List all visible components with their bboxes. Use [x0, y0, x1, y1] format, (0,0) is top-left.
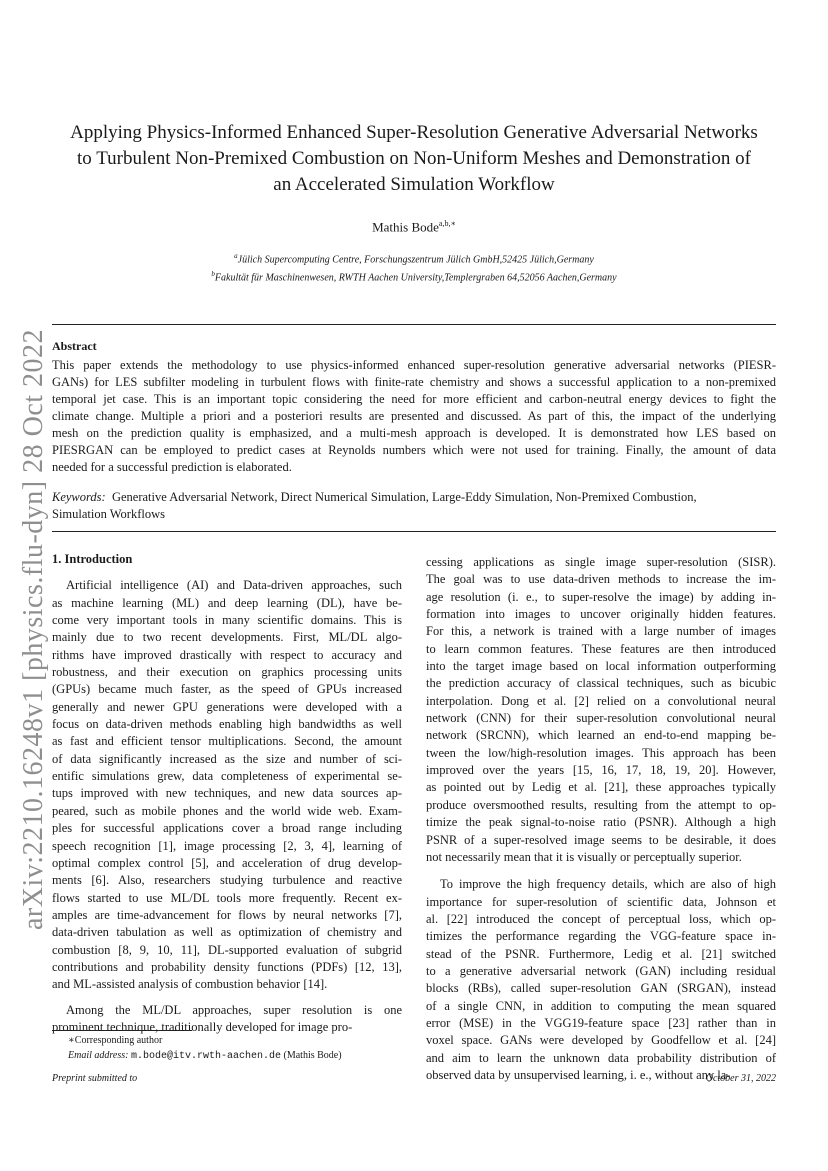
abstract-heading: Abstract: [52, 339, 97, 353]
right-column: [426, 554, 776, 1084]
left-column: [52, 551, 402, 1036]
text-line: (GPUs) became much faster, as the speed of GPUs increased: [52, 682, 402, 697]
text-line: Artificial intelligence (AI) and Data-driven approaches, such: [66, 578, 402, 593]
text-line: of data significantly increased as the size and number of sci-: [52, 751, 402, 766]
text-line: the prediction accuracy of classical techniques, such as bicubic: [426, 676, 776, 691]
affiliations: [0, 249, 828, 286]
text-line: come very important tools in many scientific domains. This is: [52, 613, 402, 628]
title-line: to Turbulent Non-Premixed Combustion on Non-Uniform Meshes and Demonstration of: [77, 148, 751, 169]
text-line: timizes the performance regarding the VGG-feature space in-: [426, 929, 776, 944]
intro-paragraph-3: [426, 554, 776, 866]
bottom-divider: [52, 531, 776, 532]
abstract-text: This paper extends the methodology to use physics-informed enhanced super-resolution generative adversarial networks (PIESR- GANs) for LES subfilter modeling in turbulent flows with finite-rate chemistry and shows a successful application to a non-premixed temporal jet case. This is an important topic considering the need for more efficient and carbon-neutral energy devices to fight the climate change. Multiple a priori and a posteriori results are presented and discussed. As part of this, the impact of the underlying mesh on the prediction quality is emphasized, and a multi-mesh approach is developed. It is demonstrated how LES based on PIESRGAN can be employed to predict cases at Reynolds numbers which were not used for training. Finally, the amount of data needed for a successful prediction is elaborated.: [52, 358, 776, 474]
text-line: into the target image based on local information outperforming: [426, 659, 776, 674]
text-line: age resolution (i. e., to super-resolve the image) by adding in-: [426, 589, 776, 604]
text-line: interpolation. Dong et al. [2] relied on a convolutional neural: [426, 693, 776, 708]
arxiv-sidebar-stamp: [14, 330, 54, 930]
text-line: not necessarily mean that it is visually or perceptually superior.: [426, 849, 742, 864]
text-line: For this, a network is trained with a large number of images: [426, 624, 776, 639]
text-line: mainly due to two recent developments. First, ML/DL algo-: [52, 630, 402, 645]
text-line: al. [22] introduced the concept of perceptual loss, which op-: [426, 911, 776, 926]
text-line: as machine learning (ML) and deep learning (DL), have be-: [52, 595, 402, 610]
text-line: peared, such as mobile phones and the world wide web. Exam-: [52, 803, 402, 818]
text-line: entific simulations grew, data completeness of experimental se-: [52, 769, 402, 784]
text-line: ments [6]. Also, researchers studying turbulence and reactive: [52, 873, 402, 888]
text-line: network (CNN) for their super-resolution convolutional neural: [426, 711, 776, 726]
author-name: Mathis Bode: [372, 219, 439, 235]
footer-date: October 31, 2022: [705, 1073, 776, 1084]
text-line: tups improved with new techniques, and new data sources ap-: [52, 786, 402, 801]
author-line: [0, 219, 828, 235]
text-line: data-driven tabulation as well as optimization of chemistry and: [52, 925, 402, 940]
text-line: timize the peak signal-to-noise ratio (PSNR). Although a high: [426, 815, 776, 830]
footnote-divider: [52, 1030, 192, 1031]
text-line: to a generative adversarial network (GAN) including residual: [426, 963, 776, 978]
text-line: robustness, and their execution on graphics processing units: [52, 665, 402, 680]
text-line: observed data by unsupervised learning, i. e., without any la-: [426, 1067, 731, 1082]
section-heading-introduction: 1. Introduction: [52, 552, 133, 566]
title-line: Applying Physics-Informed Enhanced Super-Resolution Generative Adversarial Networks: [70, 122, 758, 143]
text-line: importance for super-resolution of scientific data, Johnson et: [426, 894, 776, 909]
top-divider: [52, 324, 776, 325]
text-line: contributions and probability density functions (PDFs) [12, 13],: [52, 959, 402, 974]
text-line: network (SRCNN), which learned an end-to-end mapping be-: [426, 728, 776, 743]
text-line: generally and newer GPU generations were developed with a: [52, 699, 402, 714]
keywords: Keywords: Generative Adversarial Network, Direct Numerical Simulation, Large-Eddy Simulation, Non-Premixed Combustion, Simulation Workflows: [52, 490, 697, 521]
text-line: Among the ML/DL approaches, super resolution is one: [66, 1002, 402, 1017]
text-line: optimal complex control [5], and acceleration of drug develop-: [52, 855, 402, 870]
text-line: stead of the PSNR. Furthermore, Ledig et al. [21] switched: [426, 946, 776, 961]
text-line: To improve the high frequency details, which are also of high: [440, 877, 776, 892]
intro-paragraph-4: [426, 876, 776, 1084]
text-line: error (MSE) in the VGG19-feature space [23] rather than in: [426, 1015, 776, 1030]
email-note: Email address: m.bode@itv.rwth-aachen.de (Mathis Bode): [68, 1050, 342, 1062]
affiliation-b: $^b$Fakultät für Maschinenwesen, RWTH Aachen University,Templergraben 64,52056 Aachen,Germany: [211, 270, 617, 284]
text-line: produce oversmoothed results, resulting from the attempt to op-: [426, 797, 776, 812]
text-line: flows started to use ML/DL tools more frequently. Recent ex-: [52, 890, 402, 905]
text-line: cessing applications as single image super-resolution (SISR).: [426, 555, 776, 569]
text-line: improved over the years [15, 16, 17, 18, 19, 20]. However,: [426, 763, 776, 778]
text-line: amples are time-advancement for flows by neural networks [7],: [52, 907, 402, 922]
text-line: formation into images to uncover originally hidden features.: [426, 607, 776, 622]
footer-preprint: Preprint submitted to: [52, 1073, 138, 1084]
text-line: and aim to learn the unknown data probability distribution of: [426, 1050, 776, 1065]
text-line: focus on data-driven methods enabling high bandwidths as well: [52, 717, 402, 732]
text-line: blocks (RBs), called super-resolution GAN (SRGAN), instead: [426, 981, 776, 996]
text-line: speech recognition [1], image processing [2, 3, 4], learning of: [52, 838, 402, 853]
text-line: and ML-assisted analysis of combustion behavior [14].: [52, 977, 328, 992]
corresponding-author-note: ∗Corresponding author: [68, 1035, 163, 1046]
text-line: rithms have improved drastically with respect to accuracy and: [52, 647, 402, 662]
text-line: voxel space. GANs were developed by Goodfellow et al. [24]: [426, 1033, 776, 1048]
footnote: [68, 1033, 342, 1064]
text-line: tween the low/high-resolution images. This approach has been: [426, 745, 776, 760]
text-line: to learn common features. These features are then introduced: [426, 641, 776, 656]
intro-paragraph-1: [52, 577, 402, 993]
paper-title: [40, 120, 788, 198]
text-line: prominent technique, traditionally developed for image pro-: [52, 1019, 353, 1034]
text-line: as fast and efficient tensor multiplications. Second, the amount: [52, 734, 402, 749]
keywords-label: Keywords:: [52, 490, 106, 504]
intro-paragraph-2: [52, 1002, 402, 1037]
title-line: an Accelerated Simulation Workflow: [273, 174, 555, 195]
email-address: m.bode@itv.rwth-aachen.de: [130, 1051, 281, 1062]
arxiv-identifier: arXiv:2210.16248v1 [physics.flu-dyn] 28 Oct 2022: [18, 328, 49, 930]
author-affiliation-marks: a,b,∗: [438, 219, 456, 228]
text-line: The goal was to use data-driven methods to increase the im-: [426, 572, 776, 587]
text-line: as pointed out by Ledig et al. [21], these approaches typically: [426, 780, 776, 795]
affiliation-a: $^a$Jülich Supercomputing Centre, Forschungszentrum Jülich GmbH,52425 Jülich,Germany: [234, 252, 594, 266]
text-line: ples for successful applications cover a broad range including: [52, 821, 402, 836]
text-line: of a single CNN, in addition to computing the mean squared: [426, 998, 776, 1013]
text-line: PSNR of a super-resolved image seems to be desirable, it does: [426, 832, 776, 847]
text-line: combustion [8, 9, 10, 11], DL-supported evaluation of subgrid: [52, 942, 402, 957]
